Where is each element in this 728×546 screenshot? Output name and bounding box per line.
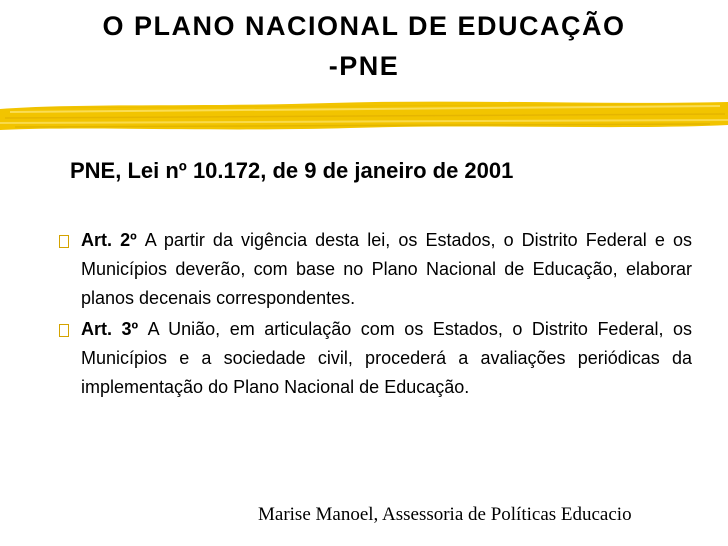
bullet-box-icon	[59, 235, 69, 248]
bullet-box-icon	[59, 324, 69, 337]
article-label: Art. 3º	[81, 319, 148, 339]
yellow-brush-stroke	[0, 97, 728, 135]
article-item	[56, 226, 692, 313]
slide-title-line-2: -PNE	[328, 51, 400, 81]
slide-title	[0, 6, 728, 86]
law-reference: PNE, Lei nº 10.172, de 9 de janeiro de 2001	[70, 158, 514, 183]
footer-author: Marise Manoel, Assessoria de Políticas Educacio	[258, 504, 632, 525]
slide-title-line-1: O PLANO NACIONAL DE EDUCAÇÃO	[102, 11, 626, 41]
article-text: A União, em articulação com os Estados, o Distrito Federal, os Municípios e a sociedade civil, procederá a avaliações periódicas da implementação do Plano Nacional de Educação.	[81, 319, 692, 397]
article-label: Art. 2º	[81, 230, 145, 250]
article-list	[56, 226, 692, 404]
article-text: A partir da vigência desta lei, os Estados, o Distrito Federal e os Municípios deverão, com base no Plano Nacional de Educação, elaborar planos decenais correspondentes.	[81, 230, 692, 308]
article-item	[56, 315, 692, 402]
